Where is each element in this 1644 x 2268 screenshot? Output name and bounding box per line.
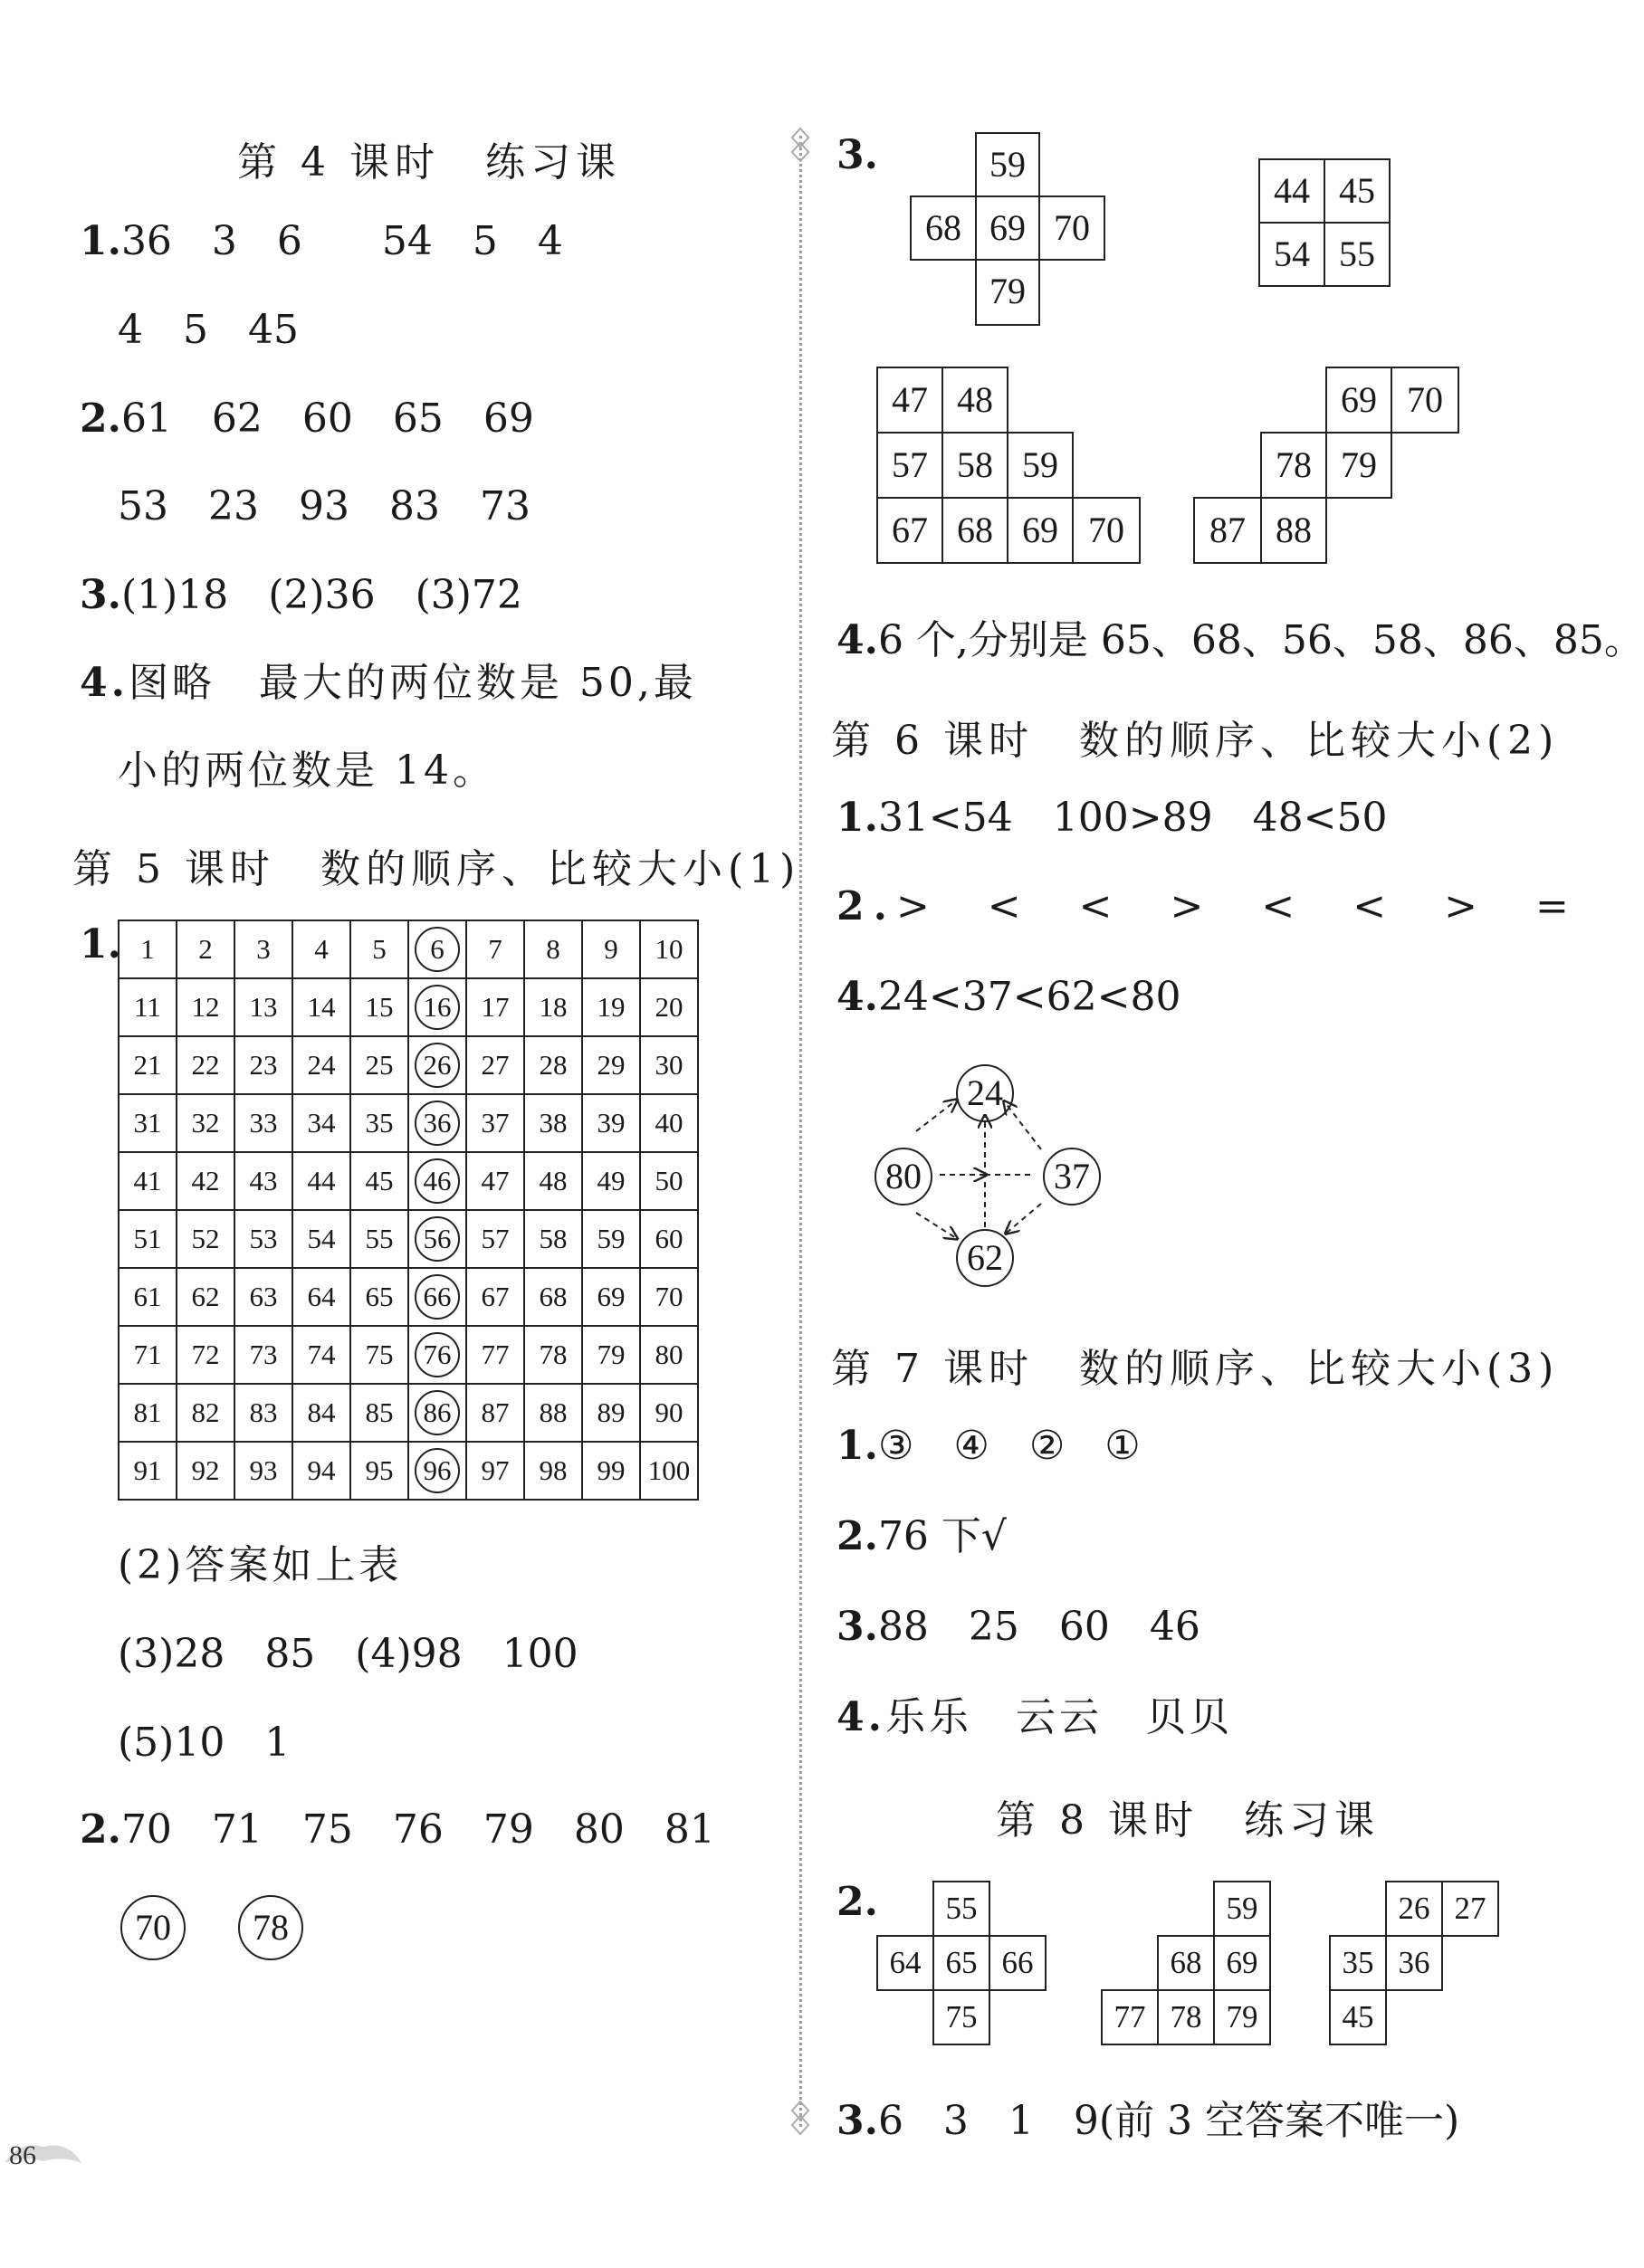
grid-cell: 80 (640, 1326, 698, 1384)
grid-cell: 35 (1329, 1935, 1387, 1991)
grid-row (119, 1094, 698, 1152)
grid-cell: 74 (292, 1326, 350, 1384)
grid-cell: 97 (466, 1442, 524, 1500)
grid-cell: 67 (466, 1268, 524, 1326)
answer-text: (1)18 (2)36 (3)72 (120, 572, 522, 618)
grid-cell: 29 (582, 1036, 640, 1094)
lesson5-q2 (80, 1806, 715, 1853)
hundred-chart (118, 920, 699, 1501)
q-label: 3. (80, 572, 121, 618)
grid-cell: 28 (524, 1036, 582, 1094)
grid-cell: 44 (292, 1152, 350, 1210)
grid-cell: 58 (524, 1210, 582, 1268)
grid-cell: 63 (234, 1268, 292, 1326)
lesson7-q4 (836, 1694, 1233, 1740)
answer-text: 70 71 75 76 79 80 81 (120, 1806, 715, 1853)
lesson7-q3 (836, 1604, 1200, 1650)
grid-cell: 91 (119, 1442, 177, 1500)
grid-cell: 68 (910, 195, 977, 261)
column-divider (799, 136, 802, 2127)
grid-cell: 94 (292, 1442, 350, 1500)
grid-cell: 87 (1193, 497, 1262, 564)
grid-cell: 65 (932, 1935, 990, 1991)
grid-row (119, 978, 698, 1036)
grid-cell: 35 (350, 1094, 408, 1152)
grid-cell: 37 (466, 1094, 524, 1152)
grid-cell: 68 (524, 1268, 582, 1326)
grid-cell: 82 (177, 1384, 234, 1442)
q-label: 4. (80, 660, 129, 706)
grid-cell: 48 (524, 1152, 582, 1210)
grid-cell (408, 1442, 466, 1500)
grid-cell: 60 (640, 1210, 698, 1268)
lesson6-q2 (836, 883, 1578, 929)
grid-row (119, 1210, 698, 1268)
grid-cell: 69 (1213, 1935, 1271, 1991)
grid-cell: 72 (177, 1326, 234, 1384)
grid-cell: 51 (119, 1210, 177, 1268)
grid-cell: 57 (876, 432, 943, 499)
grid-row (119, 1442, 698, 1500)
lesson8-title: 第 8 课时 练习课 (996, 1797, 1380, 1844)
grid-cell: 17 (466, 978, 524, 1036)
grid-cell: 62 (177, 1268, 234, 1326)
grid-cell: 99 (582, 1442, 640, 1500)
circled-number: 46 (415, 1158, 460, 1204)
lesson4-title: 第 4 课时 练习课 (237, 139, 621, 186)
grid-cell: 19 (582, 978, 640, 1036)
grid-cell: 70 (1038, 195, 1105, 261)
lesson4-q1-line2: 4 5 45 (118, 307, 299, 353)
grid-cell: 3 (234, 920, 292, 978)
grid-cell: 79 (1325, 432, 1392, 499)
circled-number: 26 (415, 1043, 460, 1088)
grid-cell (408, 920, 466, 978)
grid-cell: 59 (582, 1210, 640, 1268)
lesson5-sub5: (5)10 1 (118, 1720, 291, 1766)
grid-cell: 92 (177, 1442, 234, 1500)
grid-row (119, 920, 698, 978)
grid-cell: 42 (177, 1152, 234, 1210)
q-label: 1. (80, 218, 121, 264)
grid-cell: 18 (524, 978, 582, 1036)
grid-cell (408, 1094, 466, 1152)
q-label: 1. (836, 795, 878, 841)
grid-cell: 7 (466, 920, 524, 978)
grid-cell: 49 (582, 1152, 640, 1210)
answer-text: 36 3 6 54 5 4 (120, 218, 563, 264)
grid-cell (408, 1326, 466, 1384)
grid-cell: 70 (1072, 497, 1141, 564)
grid-cell: 47 (876, 367, 943, 434)
lesson7-title: 第 7 课时 数的顺序、比较大小(3) (831, 1346, 1560, 1392)
grid-cell: 20 (640, 978, 698, 1036)
q-label: 3. (836, 1604, 878, 1650)
grid-cell: 39 (582, 1094, 640, 1152)
answer-text: ③ ④ ② ① (877, 1423, 1141, 1469)
grid-row (119, 1384, 698, 1442)
grid-cell: 58 (941, 432, 1008, 499)
lesson5-title: 第 5 课时 数的顺序、比较大小(1) (72, 846, 801, 892)
grid-cell: 73 (234, 1326, 292, 1384)
grid-cell: 50 (640, 1152, 698, 1210)
grid-cell: 88 (524, 1384, 582, 1442)
grid-cell: 24 (292, 1036, 350, 1094)
circled-number: 56 (415, 1216, 460, 1262)
q-label: 2. (80, 1806, 121, 1853)
grid-cell: 21 (119, 1036, 177, 1094)
grid-cell (408, 1268, 466, 1326)
diagram-node: 24 (956, 1064, 1014, 1122)
answer-text: 76 下√ (877, 1513, 1007, 1559)
grid-cell: 89 (582, 1384, 640, 1442)
lesson6-q4 (836, 974, 1181, 1020)
answer-text: 乐乐 云云 贝贝 (884, 1694, 1233, 1740)
grid-cell: 1 (119, 920, 177, 978)
diagram-node: 80 (875, 1148, 932, 1205)
right-q4 (836, 617, 1644, 663)
grid-cell: 69 (1325, 367, 1392, 434)
diagram-node: 62 (956, 1229, 1014, 1287)
grid-cell: 4 (292, 920, 350, 978)
lesson4-q1 (80, 218, 563, 264)
q-label: 4. (836, 617, 878, 663)
grid-cell: 66 (989, 1935, 1047, 1991)
grid-cell: 2 (177, 920, 234, 978)
lesson7-q1 (836, 1423, 1141, 1469)
grid-row (119, 1326, 698, 1384)
lesson4-q4 (80, 660, 697, 706)
grid-cell: 13 (234, 978, 292, 1036)
grid-cell (408, 1036, 466, 1094)
grid-cell: 32 (177, 1094, 234, 1152)
grid-cell: 64 (292, 1268, 350, 1326)
lesson7-q2 (836, 1513, 1007, 1559)
grid-cell: 43 (234, 1152, 292, 1210)
grid-cell: 5 (350, 920, 408, 978)
grid-cell: 23 (234, 1036, 292, 1094)
grid-cell: 69 (582, 1268, 640, 1326)
lesson4-q2-line2: 53 23 93 83 73 (118, 483, 530, 529)
grid-cell: 95 (350, 1442, 408, 1500)
grid-cell: 88 (1260, 497, 1327, 564)
grid-cell: 93 (234, 1442, 292, 1500)
grid-cell: 47 (466, 1152, 524, 1210)
q-label: 1. (836, 1423, 878, 1469)
grid-cell: 55 (350, 1210, 408, 1268)
grid-cell: 69 (975, 195, 1040, 261)
q-label: 4. (836, 1694, 885, 1740)
grid-cell: 75 (932, 1989, 990, 2045)
grid-cell: 9 (582, 920, 640, 978)
grid-cell: 77 (1101, 1989, 1159, 2045)
circled-number: 76 (415, 1332, 460, 1377)
grid-cell: 100 (640, 1442, 698, 1500)
grid-cell: 55 (932, 1881, 990, 1937)
grid-cell: 54 (1258, 222, 1325, 287)
lesson4-q2 (80, 395, 534, 442)
grid-cell: 65 (350, 1268, 408, 1326)
grid-cell: 48 (941, 367, 1008, 434)
grid-cell: 22 (177, 1036, 234, 1094)
grid-row (119, 1268, 698, 1326)
grid-cell: 8 (524, 920, 582, 978)
grid-cell: 26 (1385, 1881, 1443, 1937)
grid-cell: 27 (1441, 1881, 1499, 1937)
answer-text: 6 个,分别是 65、68、56、58、86、85。 (877, 617, 1644, 663)
lesson5-sub2: (2)答案如上表 (118, 1542, 403, 1588)
grid-cell: 75 (350, 1326, 408, 1384)
grid-cell: 59 (1007, 432, 1074, 499)
grid-cell: 68 (1157, 1935, 1215, 1991)
grid-cell: 71 (119, 1326, 177, 1384)
circled-number: 86 (415, 1390, 460, 1435)
grid-cell: 12 (177, 978, 234, 1036)
grid-cell: 87 (466, 1384, 524, 1442)
grid-cell: 38 (524, 1094, 582, 1152)
diagram-node: 37 (1043, 1148, 1101, 1205)
ornament-icon (789, 2100, 812, 2136)
circled-number: 66 (415, 1274, 460, 1320)
grid-cell (408, 1152, 466, 1210)
grid-cell: 15 (350, 978, 408, 1036)
right-q3-label: 3. (836, 132, 878, 178)
answer-text: 61 62 60 65 69 (120, 395, 534, 442)
lesson5-q1-label: 1. (80, 921, 121, 967)
grid-cell: 81 (119, 1384, 177, 1442)
grid-cell: 52 (177, 1210, 234, 1268)
grid-cell: 54 (292, 1210, 350, 1268)
lesson6-q1 (836, 795, 1388, 841)
lesson4-q3 (80, 572, 522, 618)
grid-cell: 30 (640, 1036, 698, 1094)
grid-cell: 31 (119, 1094, 177, 1152)
grid-row (119, 1152, 698, 1210)
grid-row (119, 1036, 698, 1094)
grid-cell: 41 (119, 1152, 177, 1210)
lesson5-sub3: (3)28 85 (4)98 100 (118, 1631, 578, 1677)
grid-cell: 70 (640, 1268, 698, 1326)
answer-text: 24<37<62<80 (877, 974, 1181, 1020)
grid-cell: 44 (1258, 158, 1325, 224)
q-label: 2. (836, 883, 896, 929)
grid-cell: 79 (975, 259, 1040, 326)
q-label: 3. (836, 2098, 878, 2144)
circled-number: 96 (415, 1448, 460, 1493)
grid-cell: 79 (1213, 1989, 1271, 2045)
grid-cell: 98 (524, 1442, 582, 1500)
circled-number: 16 (415, 985, 460, 1030)
grid-cell: 33 (234, 1094, 292, 1152)
grid-cell: 70 (1391, 367, 1459, 434)
grid-cell: 79 (582, 1326, 640, 1384)
grid-cell: 78 (524, 1326, 582, 1384)
grid-cell: 85 (350, 1384, 408, 1442)
grid-cell: 36 (1385, 1935, 1443, 1991)
q-label: 2. (80, 395, 121, 442)
answer-text: 6 3 1 9(前 3 空答案不唯一) (877, 2098, 1460, 2144)
grid-cell: 59 (1213, 1881, 1271, 1937)
grid-cell: 10 (640, 920, 698, 978)
lesson8-q2-label: 2. (836, 1879, 878, 1925)
circled-number: 36 (415, 1101, 460, 1146)
grid-cell: 69 (1007, 497, 1074, 564)
grid-cell: 67 (876, 497, 943, 564)
answer-text: 88 25 60 46 (877, 1604, 1200, 1650)
grid-cell (408, 1384, 466, 1442)
grid-cell: 84 (292, 1384, 350, 1442)
q-label: 2. (836, 1513, 878, 1559)
grid-cell: 61 (119, 1268, 177, 1326)
grid-cell: 77 (466, 1326, 524, 1384)
q-label: 4. (836, 974, 878, 1020)
grid-cell: 34 (292, 1094, 350, 1152)
grid-cell (408, 1210, 466, 1268)
grid-cell: 68 (941, 497, 1008, 564)
answer-text: 图略 最大的两位数是 50,最 (128, 660, 697, 706)
circled-number: 6 (415, 927, 460, 972)
grid-cell: 14 (292, 978, 350, 1036)
grid-cell: 53 (234, 1210, 292, 1268)
grid-cell: 27 (466, 1036, 524, 1094)
grid-cell: 45 (1329, 1989, 1387, 2045)
grid-cell: 40 (640, 1094, 698, 1152)
grid-cell: 78 (1157, 1989, 1215, 2045)
page-number: 86 (9, 2140, 36, 2170)
grid-cell: 59 (975, 132, 1040, 197)
circled-answer: 70 (120, 1895, 186, 1960)
grid-cell: 64 (876, 1935, 934, 1991)
answer-text: > < < > < < > = (895, 883, 1578, 929)
grid-cell: 78 (1260, 432, 1327, 499)
grid-cell (408, 978, 466, 1036)
answer-text: 31<54 100>89 48<50 (877, 795, 1388, 841)
grid-cell: 45 (350, 1152, 408, 1210)
lesson8-q3 (836, 2098, 1460, 2144)
grid-cell: 83 (234, 1384, 292, 1442)
circled-answer: 78 (238, 1895, 303, 1960)
lesson4-q4-line2: 小的两位数是 14。 (118, 748, 496, 794)
grid-cell: 90 (640, 1384, 698, 1442)
ornament-icon (789, 127, 812, 163)
grid-cell: 45 (1324, 158, 1391, 224)
grid-cell: 25 (350, 1036, 408, 1094)
grid-cell: 11 (119, 978, 177, 1036)
lesson6-title: 第 6 课时 数的顺序、比较大小(2) (831, 718, 1560, 764)
grid-cell: 55 (1324, 222, 1391, 287)
grid-cell: 57 (466, 1210, 524, 1268)
